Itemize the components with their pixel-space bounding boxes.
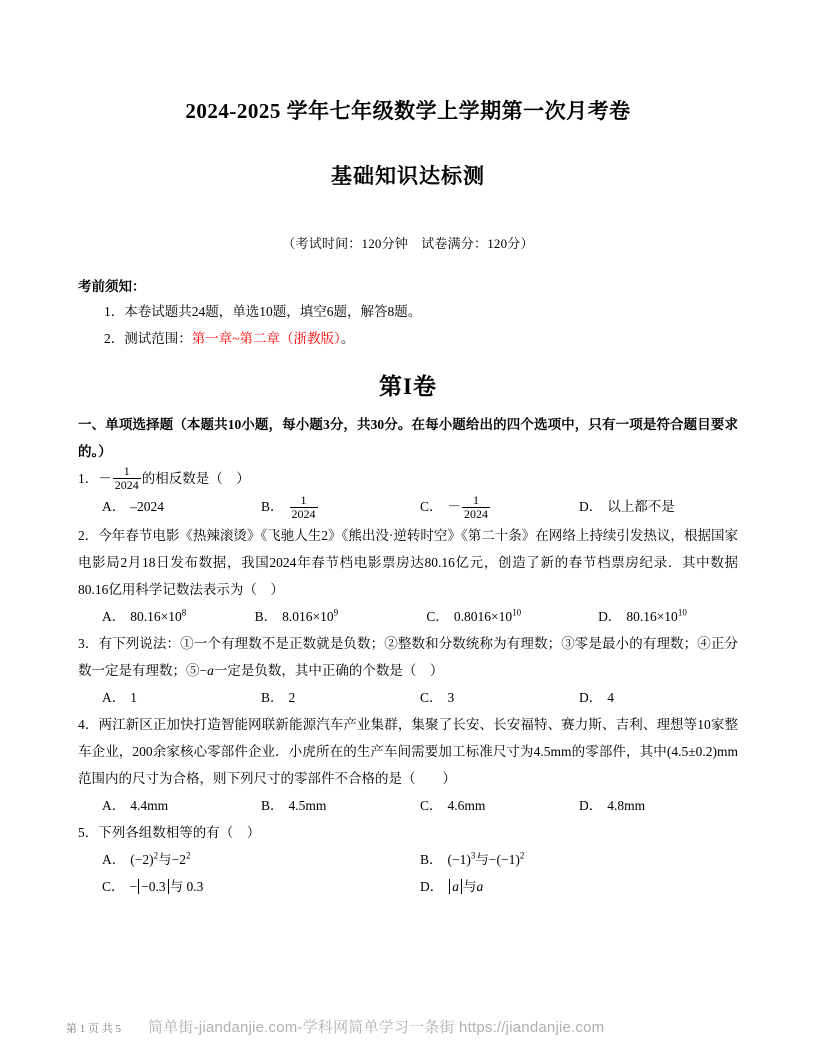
circled-1: ① xyxy=(180,635,194,651)
option-5-c[interactable]: C． − −0.3 与 0.3 xyxy=(102,878,204,894)
question-5-options-row1 xyxy=(78,846,738,873)
question-3-stem: 3．有下列说法：①一个有理数不是正数就是负数；②整数和分数统称为有理数；③零是最小的有理数；④正分数一定是有理数；⑤−a一定是负数，其中正确的个数是（ ） xyxy=(78,635,738,678)
circled-2: ② xyxy=(384,635,398,651)
question-2-text: 今年春节电影《热辣滚烫》《飞驰人生2》《熊出没·逆转时空》《第二十条》在网络上持续引发热议，根据国家电影局2月18日发布数据，我国2024年春节档电影票房达80.16亿元，创造了新的春节档票房纪录．其中数据80.16亿用科学记数法表示为（ ） xyxy=(78,527,738,597)
question-1-stem-tail: 的相反数是（ ） xyxy=(141,470,250,486)
option-5-a[interactable]: A． $(-2)^2$与$-2^2$ xyxy=(102,850,191,867)
absolute-value-bars: −0.3 xyxy=(138,879,169,894)
option-3-d[interactable]: D． 4 xyxy=(579,689,614,705)
question-1 xyxy=(78,465,738,522)
question-1-options xyxy=(78,493,738,521)
notice-item-2-prefix: 2．测试范围： xyxy=(104,330,192,346)
tolerance-expression: (4.5±0.2)mm xyxy=(666,743,738,759)
notice-item-2-suffix: 。 xyxy=(340,330,355,346)
question-5-stem: 5．下列各组数相等的有（ ） xyxy=(78,824,261,840)
page-title: 2024-2025 学年七年级数学上学期第一次月考卷 xyxy=(185,99,631,123)
notice-heading: 考前须知： xyxy=(78,278,146,294)
fraction-c: $\frac{1}{2024}$ xyxy=(464,492,489,521)
question-4-number: 4． xyxy=(78,716,99,732)
question-5-options-row2 xyxy=(78,873,738,900)
question-4-options xyxy=(78,792,738,819)
question-5-number: 5． xyxy=(78,824,99,840)
circled-5: ⑤ xyxy=(186,662,200,678)
question-1-stem xyxy=(78,465,738,493)
option-2-c[interactable]: C． $0.8016\times 10^{10}$ xyxy=(426,607,522,624)
question-5 xyxy=(78,819,738,900)
notice-item-1: 1．本卷试题共24题，单选10题，填空6题，解答8题。 xyxy=(104,304,422,320)
watermark: 简单街-jiandanjie.com-学科网简单学习一条街 https://jiandanjie.com xyxy=(148,1019,605,1036)
option-3-b[interactable]: B． 2 xyxy=(261,689,296,705)
page-footer xyxy=(0,1016,816,1040)
notice-item-2 xyxy=(78,326,738,352)
notice-item-2-range: 第一章~第二章（浙教版） xyxy=(191,330,341,346)
absolute-value-bars-a: a xyxy=(449,879,462,894)
option-1-b[interactable]: B． $\frac{1}{2024}$ xyxy=(261,492,316,521)
option-1-d[interactable]: D． 以上都不是 xyxy=(579,499,675,515)
option-4-b[interactable]: B． 4.5mm xyxy=(261,797,327,813)
question-2 xyxy=(78,522,738,630)
question-1-number: 1． xyxy=(78,470,99,486)
exam-meta: （考试时间：120分钟 试卷满分：120分） xyxy=(282,235,534,251)
option-4-a[interactable]: A． 4.4mm xyxy=(102,797,169,813)
question-3-number: 3． xyxy=(78,635,99,651)
option-2-d[interactable]: D． $80.16\times 10^{10}$ xyxy=(598,607,687,624)
notice-block xyxy=(78,252,738,352)
question-4 xyxy=(78,711,738,819)
circled-3: ③ xyxy=(561,635,575,651)
question-2-stem xyxy=(78,522,738,603)
option-4-d[interactable]: D． 4.8mm xyxy=(579,797,646,813)
option-2-b[interactable]: B． $8.016\times 10^9$ xyxy=(254,607,339,624)
option-3-c[interactable]: C． 3 xyxy=(420,689,455,705)
section-heading: 一、单项选择题（本题共10小题，每小题3分，共30分。在每小题给出的四个选项中，只有一项是符合题目要求的。） xyxy=(78,416,738,459)
option-5-b[interactable]: B． $(-1)^3$与$-(-1)^2$ xyxy=(420,850,525,867)
option-4-c[interactable]: C． 4.6mm xyxy=(420,797,486,813)
fraction-1-2024: $\frac{1}{2024}$ xyxy=(114,464,139,493)
option-5-d[interactable]: D． a 与a xyxy=(420,878,484,894)
circled-4: ④ xyxy=(697,635,711,651)
page-subtitle: 基础知识达标测 xyxy=(331,164,485,189)
question-2-number: 2． xyxy=(78,527,99,543)
option-1-c[interactable]: C． － $\frac{1}{2024}$ xyxy=(420,492,489,521)
question-1-minus: － xyxy=(98,470,112,486)
option-2-a[interactable]: A． $80.16\times 10^8$ xyxy=(102,607,187,624)
question-3-options xyxy=(78,684,738,711)
page-number: 第 1 页 共 5 xyxy=(66,1023,121,1035)
option-1-a[interactable]: A． –2024 xyxy=(102,499,164,515)
fraction-b: $\frac{1}{2024}$ xyxy=(291,492,316,521)
question-4-stem: 4．两江新区正加快打造智能网联新能源汽车产业集群，集聚了长安、长安福特、赛力斯、吉利、理想等10家整车企业，200余家核心零部件企业．小虎所在的生产车间需要加工标准尺寸为4.5mm的零部件，其中(4.5±0.2)mm范围内的尺寸为合格，则下列尺寸的零部件不合格的是（ ） xyxy=(78,716,738,786)
question-2-options xyxy=(78,603,738,630)
option-3-a[interactable]: A． 1 xyxy=(102,689,137,705)
question-3 xyxy=(78,630,738,711)
paper-part-heading: 第I卷 xyxy=(379,373,437,399)
